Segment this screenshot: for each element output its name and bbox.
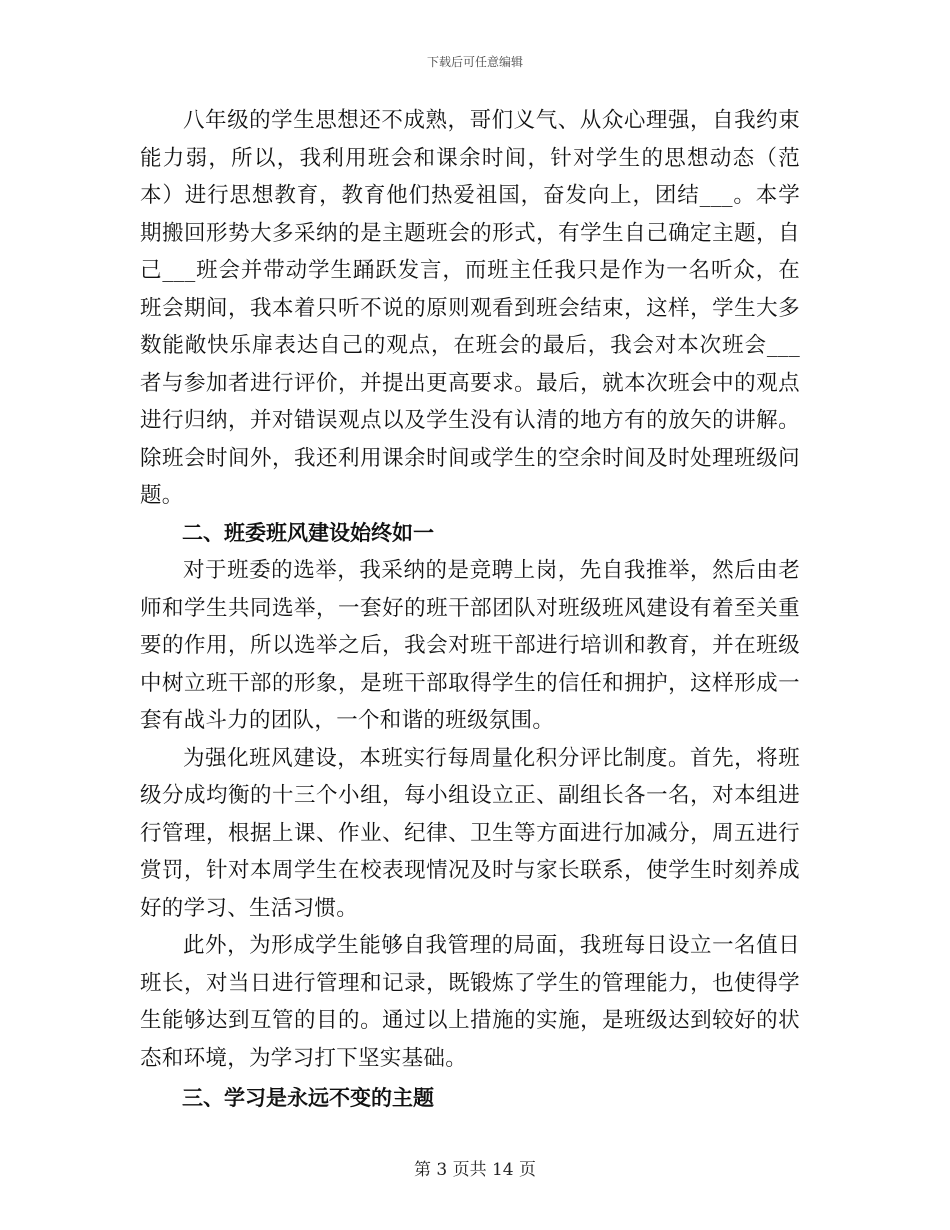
page-header-note: 下载后可任意编辑 bbox=[426, 55, 523, 69]
paragraph-class-meeting: 八年级的学生思想还不成熟，哥们义气、从众心理强，自我约束能力弱，所以，我利用班会和课余时间，针对学生的思想动态（范本）进行思想教育，教育他们热爱祖国，奋发向上，团结___。本学期搬回形势大多采纳的是主题班会的形式，有学生自己确定主题，自己___班会并带动学生踊跃发言，而班主任我只是作为一名听众，在班会期间，我本着只听不说的原则观看到班会结束，这样，学生大多数能敞快乐扉表达自己的观点，在班会的最后，我会对本次班会___者与参加者进行评价，并提出更高要求。最后，就本次班会中的观点进行归纳，并对错误观点以及学生没有认清的地方有的放矢的讲解。除班会时间外，我还利用课余时间或学生的空余时间及时处理班级问题。 bbox=[140, 108, 800, 508]
page-number: 第 3 页共 14 页 bbox=[413, 1160, 537, 1180]
paragraph-weekly-scoring: 为强化班风建设，本班实行每周量化积分评比制度。首先，将班级分成均衡的十三个小组，每小组设立正、副组长各一名，对本组进行管理，根据上课、作业、纪律、卫生等方面进行加减分，周五进行赏罚，针对本周学生在校表现情况及时与家长联系，使学生时刻养成好的学习、生活习惯。 bbox=[140, 745, 800, 921]
paragraph-committee-election: 对于班委的选举，我采纳的是竞聘上岗，先自我推举，然后由老师和学生共同选举，一套好的班干部团队对班级班风建设有着至关重要的作用，所以选举之后，我会对班干部进行培训和教育，并在班级中树立班干部的形象，是班干部取得学生的信任和拥护，这样形成一套有战斗力的团队，一个和谐的班级氛围。 bbox=[140, 558, 800, 733]
section-heading-learning: 三、学习是永远不变的主题 bbox=[182, 1086, 434, 1110]
document-body bbox=[140, 102, 800, 1118]
section-heading-class-committee: 二、班委班风建设始终如一 bbox=[182, 520, 434, 545]
paragraph-duty-monitor: 此外，为形成学生能够自我管理的局面，我班每日设立一名值日班长，对当日进行管理和记录，既锻炼了学生的管理能力，也使得学生能够达到互管的目的。通过以上措施的实施，是班级达到较好的状态和环境，为学习打下坚实基础。 bbox=[140, 933, 800, 1071]
